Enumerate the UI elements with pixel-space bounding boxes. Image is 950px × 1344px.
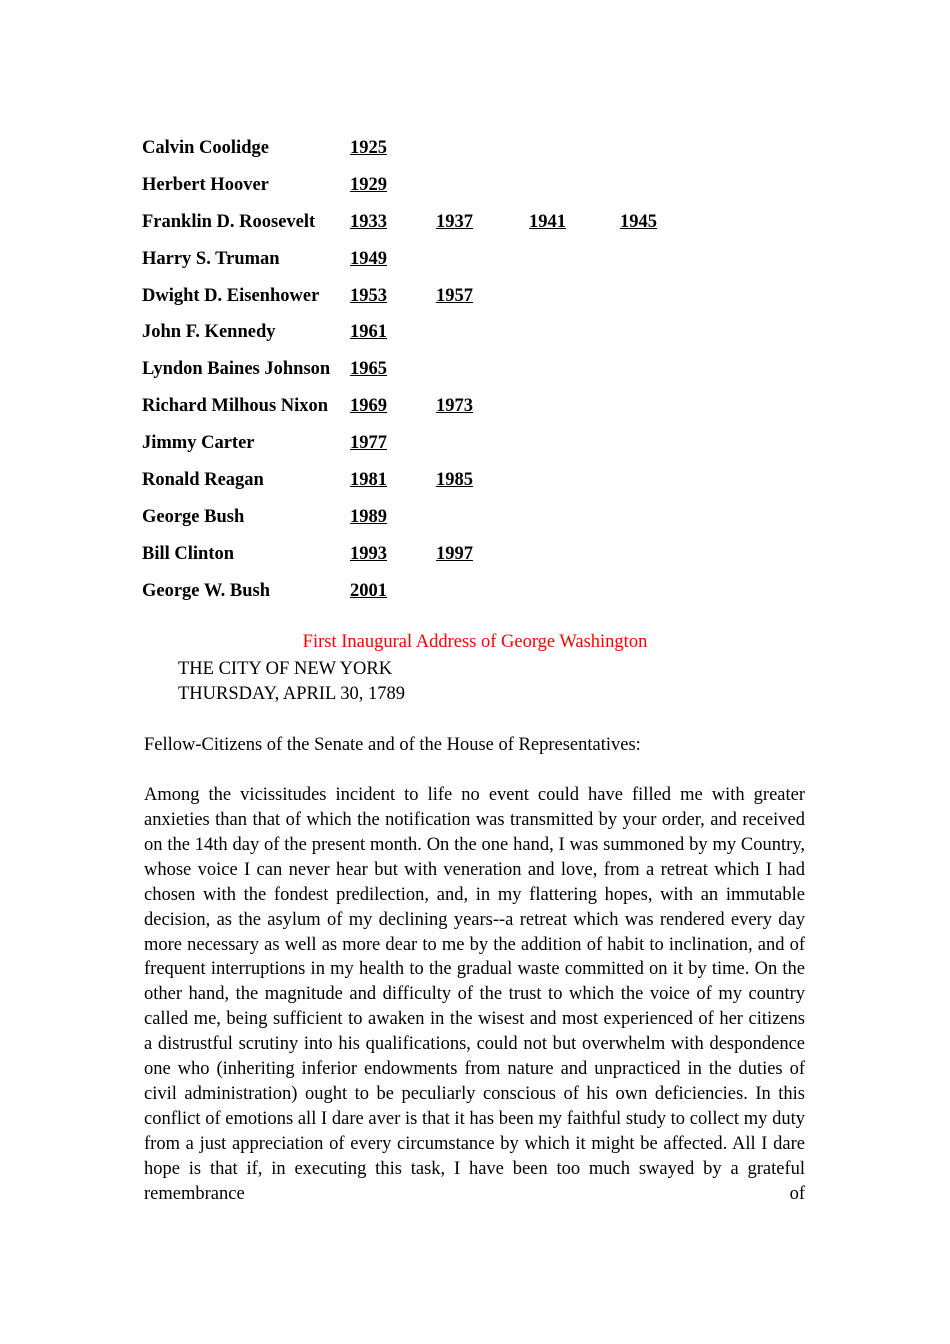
president-name: Herbert Hoover <box>142 174 269 195</box>
inaugural-year-link[interactable]: 1993 <box>350 543 387 564</box>
president-name: George Bush <box>142 506 245 527</box>
address-place: THE CITY OF NEW YORK <box>178 659 393 679</box>
inaugural-year-link[interactable]: 1985 <box>436 469 473 490</box>
inaugural-year-link[interactable]: 1953 <box>350 285 387 306</box>
table-row <box>142 425 700 462</box>
address-paragraph: Among the vicissitudes incident to life no event could have filled me with greater anxieties than that of which the notification was transmitted by your order, and received on the 14th day of the present month. On the one hand, I was summoned by my Country, whose voice I can never hear but with veneration and love, from a retreat which I had chosen with the fondest predilection, and, in my flattering hopes, with an immutable decision, as the asylum of my declining years--a retreat which was rendered every day more necessary as well as more dear to me by the addition of habit to inclination, and of frequent interruptions in my health to the gradual waste committed on it by time. On the other hand, the magnitude and difficulty of the trust to which the voice of my country called me, being sufficient to awaken in the wisest and most experienced of her citizens a distrustful scrutiny into his qualifications, could not but overwhelm with despondence one who (inheriting inferior endowments from nature and unpracticed in the duties of civil administration) ought to be peculiarly conscious of his own deficiencies. In this conflict of emotions all I dare aver is that it has been my faithful study to collect my duty from a just appreciation of every circumstance by which it might be affected. All I dare hope is that if, in executing this task, I have been too much swayed by a grateful remembrance of <box>144 785 805 1204</box>
inaugural-year-link[interactable]: 1949 <box>350 248 387 269</box>
inaugural-year-link[interactable]: 1965 <box>350 359 387 380</box>
table-row <box>142 536 700 573</box>
table-row <box>142 351 700 388</box>
inaugural-year-link[interactable]: 2001 <box>350 580 387 601</box>
inaugural-year-link[interactable]: 1957 <box>436 285 473 306</box>
inaugural-year-link[interactable]: 1969 <box>350 396 387 417</box>
table-row <box>142 499 700 536</box>
address-date: THURSDAY, APRIL 30, 1789 <box>178 684 406 704</box>
table-row <box>142 204 700 241</box>
address-salutation: Fellow-Citizens of the Senate and of the House of Representatives: <box>144 735 641 755</box>
president-name: Bill Clinton <box>142 543 235 564</box>
inaugural-year-link[interactable]: 1977 <box>350 433 387 454</box>
president-name: George W. Bush <box>142 580 270 601</box>
inaugural-year-link[interactable]: 1925 <box>350 137 387 158</box>
table-row <box>142 314 700 351</box>
inaugural-year-link[interactable]: 1961 <box>350 322 387 343</box>
table-row <box>142 462 700 499</box>
inaugural-year-link[interactable]: 1989 <box>350 506 387 527</box>
president-name: Calvin Coolidge <box>142 137 269 158</box>
table-row <box>142 167 700 204</box>
table-row <box>142 130 700 167</box>
table-row <box>142 388 700 425</box>
president-name: Franklin D. Roosevelt <box>142 211 316 232</box>
president-name: Harry S. Truman <box>142 248 280 269</box>
inaugural-year-link[interactable]: 1941 <box>529 211 566 232</box>
inaugural-year-link[interactable]: 1981 <box>350 469 387 490</box>
president-name: Lyndon Baines Johnson <box>142 359 331 380</box>
president-name: John F. Kennedy <box>142 322 276 343</box>
president-name: Dwight D. Eisenhower <box>142 285 320 306</box>
table-row <box>142 573 700 610</box>
president-name: Jimmy Carter <box>142 433 255 454</box>
presidents-table <box>142 130 700 610</box>
table-row <box>142 241 700 278</box>
inaugural-year-link[interactable]: 1997 <box>436 543 473 564</box>
president-name: Richard Milhous Nixon <box>142 396 329 417</box>
inaugural-year-link[interactable]: 1945 <box>620 211 657 232</box>
table-row <box>142 278 700 315</box>
president-name: Ronald Reagan <box>142 469 264 490</box>
inaugural-year-link[interactable]: 1933 <box>350 211 387 232</box>
inaugural-year-link[interactable]: 1973 <box>436 396 473 417</box>
inaugural-year-link[interactable]: 1929 <box>350 174 387 195</box>
inaugural-year-link[interactable]: 1937 <box>436 211 473 232</box>
address-title: First Inaugural Address of George Washington <box>302 632 648 652</box>
